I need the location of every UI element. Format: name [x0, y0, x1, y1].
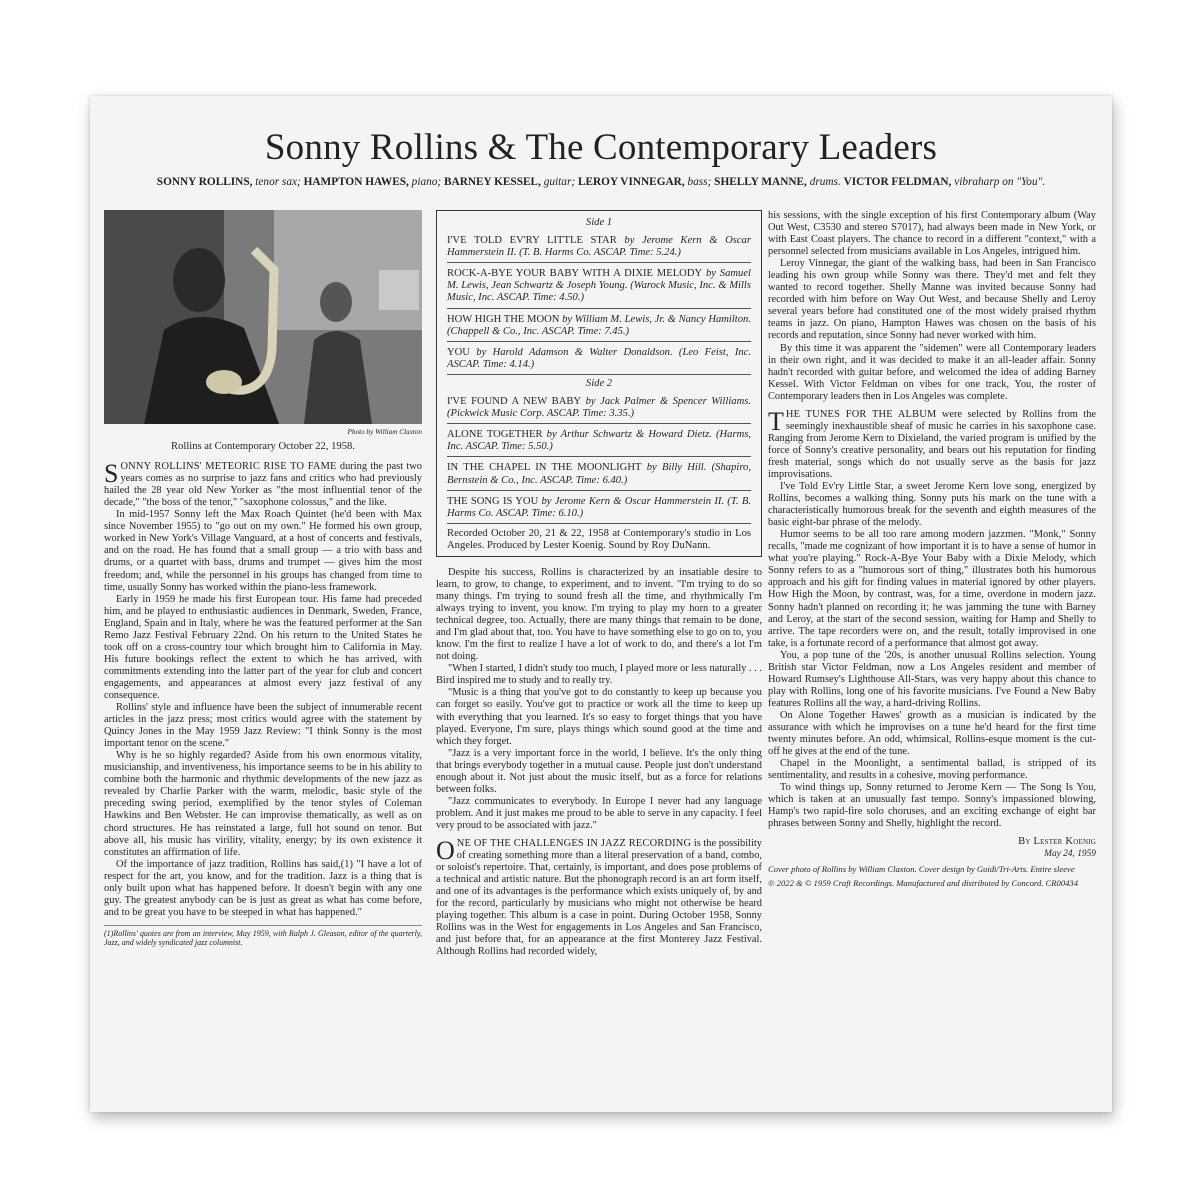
credit-name: BARNEY KESSEL,	[444, 176, 541, 188]
personnel-credits	[104, 176, 1098, 188]
paragraph: "Jazz communicates to everybody. In Europe I never had any language problem. And it just makes me proud to be able to serve in any capacity. I feel very proud to be associated with jazz."	[436, 795, 762, 831]
drop-cap: T	[768, 406, 784, 436]
track-item: ALONE TOGETHER by Arthur Schwartz & Howard Dietz. (Harms, Inc. ASCAP. Time: 5.50.)	[447, 427, 751, 457]
track-item: THE SONG IS YOU by Jerome Kern & Oscar Hammerstein II. (T. B. Harms Co. ASCAP. Time: 6.10.)	[447, 494, 751, 524]
track-item: I'VE TOLD EV'RY LITTLE STAR by Jerome Kern & Oscar Hammerstein II. (T. B. Harms Co. ASCAP. Time: 5.24.)	[447, 233, 751, 263]
credit-name: SHELLY MANNE,	[714, 176, 807, 188]
credit-role: drums.	[809, 176, 841, 188]
cover-credit: Cover photo of Rollins by William Claxton. Cover design by Guidi/Tri-Arts. Entire sleeve	[768, 864, 1075, 875]
paragraph: Leroy Vinnegar, the giant of the walking bass, had been in San Francisco leading his own group while Sonny was there. They'd met and felt they wanted to record together. Shelly Manne was invited because Sonny had recorded with him before on Way Out West, and because Shelly and Leroy several years before had constituted one of the most widely praised rhythm teams in jazz. On piano, Hampton Hawes was chosen on the basis of his records and reputation, since Sonny had never worked with him.	[768, 258, 1096, 342]
credit-role: piano;	[411, 176, 442, 188]
paragraph: To wind things up, Sonny returned to Jerome Kern — The Song Is You, which is taken at an unusually fast tempo. Sonny's impassioned blowing, Hamp's two rapid-fire solo choruses, and an exciting exchange of eight bar phrases between Sonny and Shelly, highlight the record.	[768, 782, 1096, 830]
lead-paragraph	[104, 461, 422, 509]
paragraph: "When I started, I didn't study too much, I played more or less naturally . . . Bird inspired me to study and to really try.	[436, 663, 763, 687]
paragraph: Despite his success, Rollins is characterized by an insatiable desire to learn, to grow, to change, to experiment, and to invent. "I'm trying to do so many things. I'm trying to sound fresh all the time, and rhythmically I'm always trying to invent, you know. I'm trying to play my horn to a greater technical degree, too. Actually, there are many things that remain to be done, and I'm glad about that, too. You have to have something else to go on to, you know. I'm the first to realize I have a lot of work to do, and there's a lot I'm not doing.	[436, 566, 762, 663]
lead-paragraph	[768, 406, 1097, 481]
side-1-label: Side 1	[585, 217, 613, 228]
track-item: YOU by Harold Adamson & Walter Donaldson. (Leo Feist, Inc. ASCAP. Time: 4.14.)	[447, 345, 751, 375]
credit-role: bass;	[687, 176, 712, 188]
signature-date: May 24, 1959	[1044, 849, 1096, 860]
paragraph: Why is he so highly regarded? Aside from his own enormous vitality, musicianship, and inventiveness, his importance seems to be in his ability to combine both the harmonic and rhythmic developments of the new jazz as revealed by Charlie Parker with the warm, melodic, basic style of the preceding swing period, exemplified by the tenor styles of Coleman Hawkins and Ben Webster. He can improvise thematically, as well as on chord structures. He has reinstated a large, full hot sound on tenor. But above all, his music has virility, vitality, energy; by its own existence it constitutes an affirmation of life.	[104, 750, 422, 858]
paragraph: Of the importance of jazz tradition, Rollins has said,(1) "I have a lot of respect for the art, you know, and for the tradition. Jazz is a thing that is only built upon what has happened before. It doesn't begin with any one guy. The greatest anybody can be is just as great as what has come before, and to be great you have to be steeped in what has happened."	[104, 858, 422, 918]
paragraph: Humor seems to be all too rare among modern jazzmen. "Monk," Sonny recalls, "made me cognizant of how important it is to have a sense of humor in what you're playing." Rock-A-Bye Your Baby with a Dixie Melody, which Sonny refers to as a "humorous sort of thing," illustrates both his humorous approach and his gift for finding values in material ignored by other players. How High the Moon, by contrast, was, for a time, overdone in modern jazz. Sonny hadn't planned on recording it; he was jamming the tune with Barney and Leroy, at the start of the second session, waiting for Hamp and Shelly to arrive. The tape recorders were on, and the result, totally improvised in one take, is a fortunate record of a performance that almost got away.	[768, 529, 1096, 649]
saxophonist-photo-illustration	[104, 210, 422, 424]
track-item: I'VE FOUND A NEW BABY by Jack Palmer & Spencer Williams. (Pickwick Music Corp. ASCAP. Time: 3.35.)	[447, 394, 751, 424]
lead-caps: HE TUNES FOR THE ALBUM	[785, 408, 937, 420]
track-item: HOW HIGH THE MOON by William M. Lewis, Jr. & Nancy Hamilton. (Chappell & Co., Inc. ASCAP. Time: 7.45.)	[447, 312, 751, 342]
paragraph: "Jazz is a very important force in the world, I believe. It's the only thing that brings everybody together in a mutual cause. People just don't understand enough about it. Not just about the music itself, but as a force for relations between folks.	[436, 747, 762, 795]
credit-name: HAMPTON HAWES,	[303, 176, 409, 188]
paragraph: Rollins' style and influence have been the subject of innumerable recent articles in the jazz press; most critics would agree with the statement by Quincy Jones in the May 1959 Jazz Review: "I think Sonny is the most important tenor on the scene."	[104, 702, 422, 750]
paragraph: Early in 1959 he made his first European tour. His fame had preceded him, and he played to enthusiastic audiences in Denmark, Sweden, France, England, Spain and in Italy, where he was the featured performer at the San Remo Jazz Festival February 22nd. On his return to the United States he took off on a cross-country tour which brought him to California in May. His future bookings reflect the extent to which he has arrived, with commitments extending into the latter part of the year for club and concert engagements, and appearances at almost every jazz festival of any consequence.	[104, 593, 422, 701]
liner-notes-column-3	[768, 210, 1096, 888]
lead-caps: ONNY ROLLINS' METEORIC RISE TO FAME	[120, 461, 337, 473]
album-back-cover	[90, 96, 1112, 1112]
side-2-label: Side 2	[585, 377, 613, 389]
track-item: IN THE CHAPEL IN THE MOONLIGHT by Billy Hill. (Shapiro, Bernstein & Co., Inc. ASCAP. Time: 6.40.)	[447, 460, 751, 490]
author-name: By Lester Koenig	[1018, 836, 1096, 848]
credit-role: vibraharp on "You".	[954, 176, 1046, 188]
drop-cap: S	[104, 459, 119, 489]
photo-credit: Photo by William Claxton	[347, 428, 422, 436]
paragraph: By this time it was apparent the "sidemen" were all Contemporary leaders in their own right, and it was decided to make it an all-leader affair. Sonny hadn't recorded with guitar before, and welcomed the idea of adding Barney Kessel. With Victor Feldman on vibes for one track, You, the roster of Contemporary leaders then in Los Angeles was complete.	[768, 342, 1096, 402]
paragraph: his sessions, with the single exception of his first Contemporary album (Way Out West, C3530 and stereo S7017), had always been made in New York, or with East Coast players. The chance to record in a different "context," with a personnel selected from musicians available in Los Angeles, intrigued him.	[768, 210, 1096, 258]
lead-paragraph	[436, 838, 762, 958]
drop-cap: O	[436, 836, 455, 865]
credit-role: tenor sax;	[255, 176, 301, 188]
paragraph: I've Told Ev'ry Little Star, a sweet Jerome Kern love song, energized by Rollins, becomes a walking thing. Sonny puts his mark on the tune with a characteristically humorous break for the seventh and eighth measures of the basic eight-bar phrase of the melody.	[768, 481, 1096, 529]
lead-text: during the past two years comes as no surprise to jazz fans and critics who had previously hailed the 28 year old New Yorker as "the most influential tenor of the decade," "the boss of the tenor," "saxophone colossus," and the like.	[104, 461, 422, 509]
footnote: (1)Rollins' quotes are from an interview, May 1959, with Ralph J. Gleason, editor of the quarterly, Jazz, and widely syndicated jazz columnist.	[104, 925, 422, 948]
paragraph: "Music is a thing that you've got to do constantly to keep up because you can forget so easily. You've got to practice or work all the time to keep up with everything that you learned. It's so easy to forget things that you have played. Everyone, I'm sure, plays things which sound good at the time and which they forget.	[436, 687, 762, 747]
lead-caps: NE OF THE CHALLENGES IN JAZZ RECORDING	[456, 838, 692, 849]
credit-role: guitar;	[543, 176, 576, 188]
liner-notes-column-2	[436, 210, 762, 958]
paragraph: In mid-1957 Sonny left the Max Roach Quintet (he'd been with Max since November 1955) to "go out on my own." He formed his own group, worked in New York's Village Vanguard, at a host of concerts and festivals, and on the road. He has found that a small group — a trio with bass and drums, or a quartet with bass, drums and trumpet — gives him the most freedom; and, while the personnel in his groups has changed from time to time, usually Sonny has worked within the piano-less framework.	[104, 509, 422, 593]
photo-caption: Rollins at Contemporary October 22, 1958.	[171, 441, 355, 453]
credit-name: SONNY ROLLINS,	[156, 176, 253, 188]
album-title: Sonny Rollins & The Contemporary Leaders	[264, 127, 938, 168]
paragraph: Chapel in the Moonlight, a sentimental ballad, is stripped of its sentimentality, and results in a cohesive, moving performance.	[768, 758, 1096, 782]
track-item: ROCK-A-BYE YOUR BABY WITH A DIXIE MELODY by Samuel M. Lewis, Jean Schwartz & Joseph Young. (Warock Music, Inc. & Mills Music, Inc. ASCAP. Time: 4.50.)	[447, 266, 751, 308]
lead-text: were selected by Rollins from the seemingly inexhaustible sheaf of music he carries in his saxophone case. Ranging from Jerome Kern to Dixieland, the varied program is unified by the force of Sonny's creative personality, and bears out his reputation for finding fresh material, songs which do not usually serve as the basis for jazz improvisations.	[768, 408, 1097, 480]
signature	[768, 836, 1096, 860]
paragraph: On Alone Together Hawes' growth as a musician is indicated by the assurance with which he improvises on a tune he'd heard for the first time twenty minutes before. An odd, whimsical, Rollins-esque moment is the cut-off he gives at the end of the tune.	[768, 709, 1096, 758]
credit-name: LEROY VINNEGAR,	[577, 176, 685, 188]
lead-text: is the possibility of creating something more than a literal preservation of a band, combo, or soloist's repertoire. That, certainly, is important, and does pose problems of a technical and artistic nature. But the phonograph record is an art form itself, and one of its advantages is the performance which exists uniquely of, by and for the record, particularly by musicians who might not otherwise be heard playing together. This album is a case in point. During October 1958, Sonny Rollins was in the West for engagements in Los Angeles and San Francisco, and just before that, for an appearance at the first Monterey Jazz Festival. Although Rollins had recorded widely,	[436, 838, 762, 958]
tracklist-box	[436, 210, 762, 557]
copyright-line: ℗ 2022 & © 1959 Craft Recordings. Manufactured and distributed by Concord. CR00434	[768, 878, 1079, 889]
recording-info: Recorded October 20, 21 & 22, 1958 at Contemporary's studio in Los Angeles. Produced by Lester Koenig. Sound by Roy DuNann.	[447, 527, 751, 551]
rollins-photo	[104, 210, 422, 424]
credit-name: VICTOR FELDMAN,	[843, 176, 952, 188]
liner-notes-column-1	[104, 210, 422, 947]
paragraph: You, a pop tune of the '20s, is another unusual Rollins selection. Young British star Victor Feldman, now a Los Angeles resident and member of Howard Rumsey's Lighthouse All-Stars, was very happy about this chance to play with Rollins, long one of his favorite musicians. I've Found a New Baby features Rollins all the way, a hard-driving Rollins.	[768, 649, 1096, 709]
